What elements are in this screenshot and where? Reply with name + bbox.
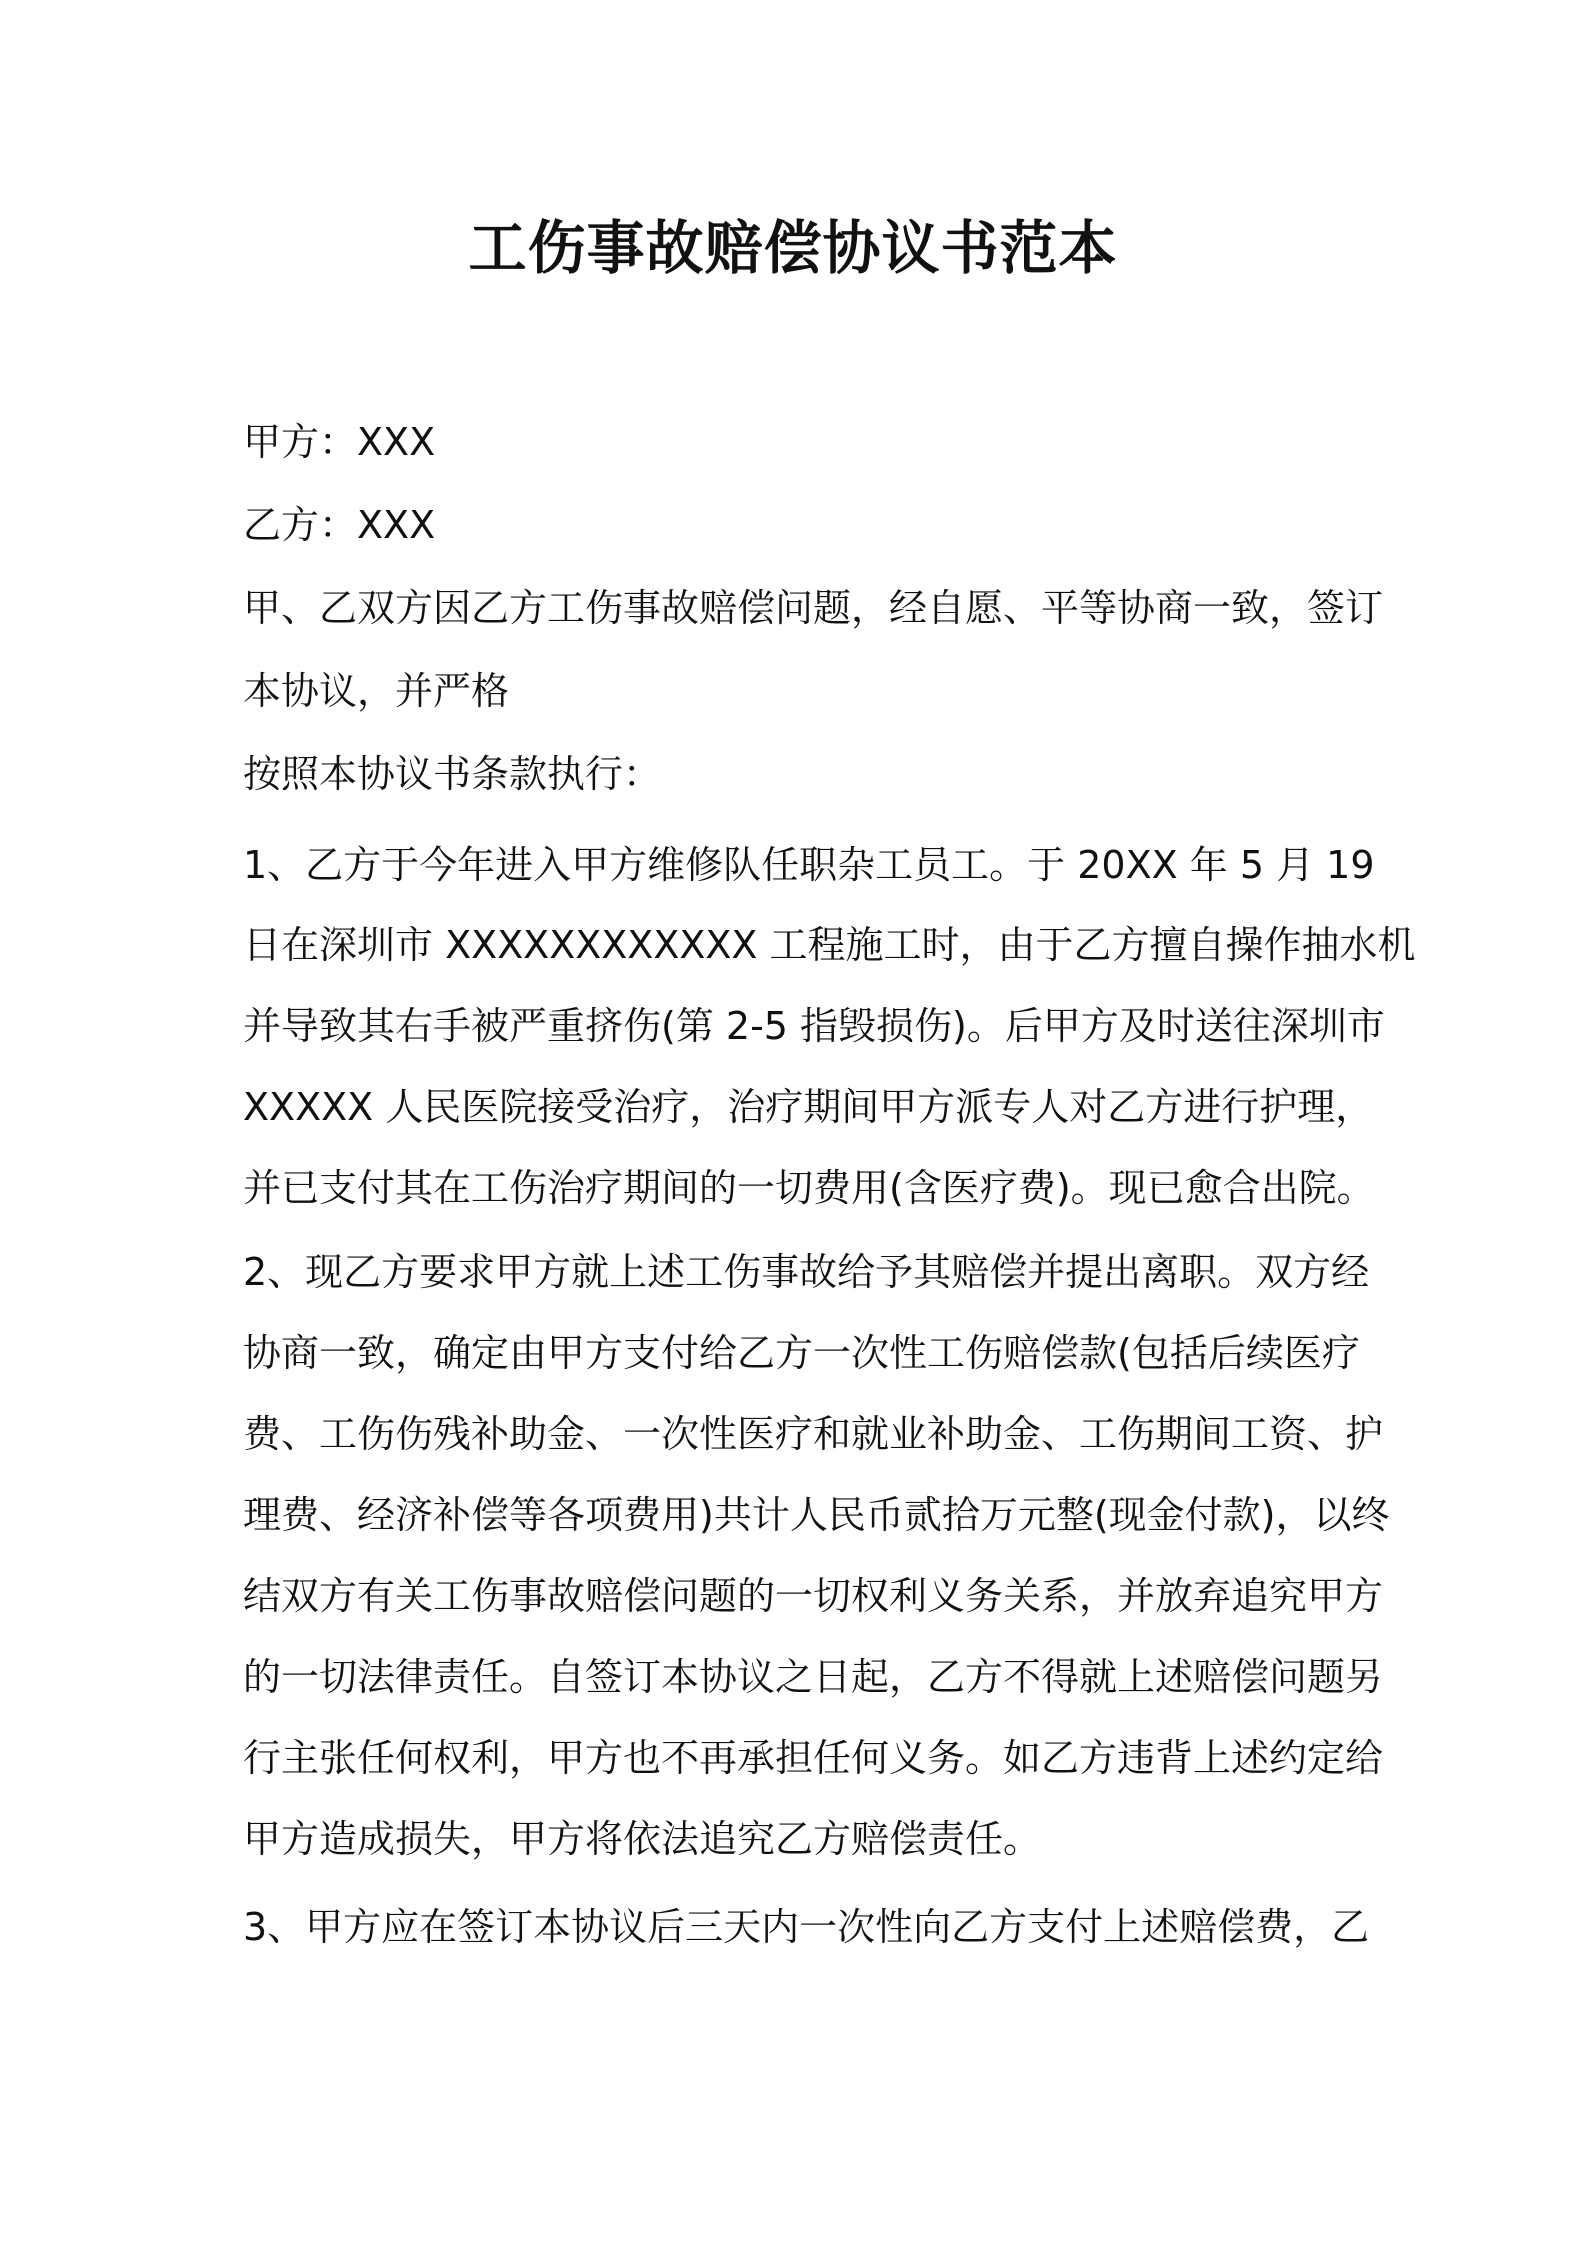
text-line: 甲、乙双方因乙方工伤事故赔偿问题，经自愿、平等协商一致，签订 [243, 586, 1384, 630]
text-line: 甲方造成损失，甲方将依法追究乙方赔偿责任。 [243, 1817, 1042, 1861]
text-line: 费、工伤伤残补助金、一次性医疗和就业补助金、工伤期间工资、护 [243, 1412, 1384, 1456]
text-line: 结双方有关工伤事故赔偿问题的一切权利义务关系，并放弃追究甲方 [243, 1574, 1384, 1618]
text-line-party-a: 甲方：XXX [243, 420, 436, 464]
text-line: 理费、经济补偿等各项费用)共计人民币贰拾万元整(现金付款)，以终 [243, 1493, 1390, 1537]
text-line: 行主张任何权利，甲方也不再承担任何义务。如乙方违背上述约定给 [243, 1736, 1384, 1780]
document-title: 工伤事故赔偿协议书范本 [468, 214, 1118, 282]
text-line: 并已支付其在工伤治疗期间的一切费用(含医疗费)。现已愈合出院。 [243, 1166, 1375, 1210]
text-line: 按照本协议书条款执行： [243, 752, 662, 796]
text-line: 的一切法律责任。自签订本协议之日起，乙方不得就上述赔偿问题另 [243, 1655, 1384, 1699]
text-line: 协商一致，确定由甲方支付给乙方一次性工伤赔偿款(包括后续医疗 [243, 1331, 1360, 1375]
text-line: 日在深圳市 XXXXXXXXXXXX 工程施工时，由于乙方擅自操作抽水机 [243, 923, 1416, 967]
text-line: XXXXX 人民医院接受治疗，治疗期间甲方派专人对乙方进行护理， [243, 1085, 1374, 1129]
text-line-clause-3: 3、甲方应在签订本协议后三天内一次性向乙方支付上述赔偿费，乙 [243, 1905, 1370, 1949]
text-line-clause-2: 2、现乙方要求甲方就上述工伤事故给予其赔偿并提出离职。双方经 [243, 1250, 1370, 1294]
text-line-clause-1: 1、乙方于今年进入甲方维修队任职杂工员工。于 20XX 年 5 月 19 [243, 843, 1375, 887]
text-line: 并导致其右手被严重挤伤(第 2-5 指毁损伤)。后甲方及时送往深圳市 [243, 1004, 1385, 1048]
text-line-party-b: 乙方：XXX [243, 503, 436, 547]
text-line: 本协议，并严格 [243, 669, 510, 713]
